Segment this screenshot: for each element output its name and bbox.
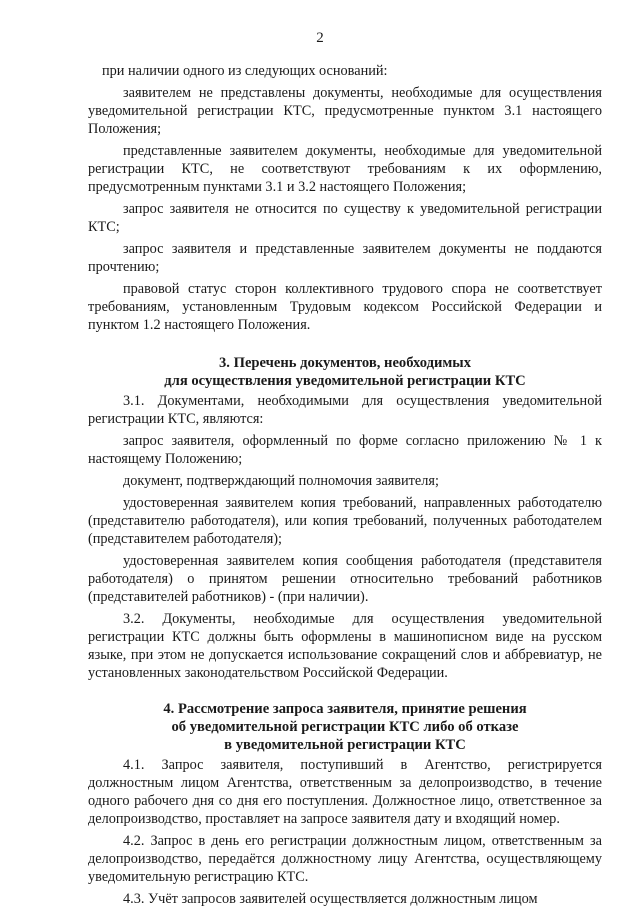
section-3-paragraph: запрос заявителя, оформленный по форме согласно приложению № 1 к настоящему Положению; (88, 433, 602, 467)
section-3-heading-line-2: для осуществления уведомительной регистрации КТС (164, 373, 526, 389)
section-3-heading-line-1: 3. Перечень документов, необходимых (219, 355, 471, 371)
section-3-paragraph: 3.2. Документы, необходимые для осуществления уведомительной регистрации КТС должны быть оформлены в машинописном виде на русском языке, при этом не допускается использование сокращений слов и аббревиатур, не установленных законодательством Российской Федерации. (88, 611, 602, 681)
section-3-paragraph: 3.1. Документами, необходимыми для осуществления уведомительной регистрации КТС, являются: (88, 393, 602, 427)
intro-line: при наличии одного из следующих оснований: (102, 63, 388, 79)
ground-item: заявителем не представлены документы, необходимые для осуществления уведомительной регистрации КТС, предусмотренные пунктом 3.1 настоящего Положения; (88, 85, 602, 137)
section-3-paragraph: удостоверенная заявителем копия сообщения работодателя (представителя работодателя) о принятом решении относительно требований работников (представителей работников) - (при наличии). (88, 553, 602, 605)
ground-item: представленные заявителем документы, необходимые для уведомительной регистрации КТС, не соответствуют требованиям к их оформлению, предусмотренным пунктами 3.1 и 3.2 настоящего Положения; (88, 143, 602, 195)
section-4-heading-line-2: об уведомительной регистрации КТС либо об отказе (171, 719, 519, 735)
document-body (88, 62, 602, 912)
section-4-paragraph: 4.2. Запрос в день его регистрации должностным лицом, ответственным за делопроизводство, передаётся должностному лицу Агентства, осуществляющему уведомительную регистрацию КТС. (88, 833, 602, 885)
ground-item: запрос заявителя и представленные заявителем документы не поддаются прочтению; (88, 241, 602, 275)
section-4-heading-line-3: в уведомительной регистрации КТС (224, 737, 466, 753)
section-3-paragraph: документ, подтверждающий полномочия заявителя; (123, 473, 439, 489)
section-3-paragraph: удостоверенная заявителем копия требований, направленных работодателю (представителю работодателя), или копия требований, полученных работодателем (представителем работодателя); (88, 495, 602, 547)
section-4-heading (88, 700, 602, 754)
section-4-heading-line-1: 4. Рассмотрение запроса заявителя, принятие решения (163, 701, 527, 717)
section-3-heading (88, 354, 602, 390)
ground-item: правовой статус сторон коллективного трудового спора не соответствует требованиям, установленным Трудовым кодексом Российской Федерации и пунктом 1.2 настоящего Положения. (88, 281, 602, 333)
page-number: 2 (316, 30, 324, 46)
section-4-paragraph: 4.3. Учёт запросов заявителей осуществляется должностным лицом (123, 891, 538, 907)
ground-item: запрос заявителя не относится по существу к уведомительной регистрации КТС; (88, 201, 602, 235)
section-4-paragraph: 4.1. Запрос заявителя, поступивший в Агентство, регистрируется должностным лицом Агентства, ответственным за делопроизводство, в течение одного рабочего дня со дня его поступления. Должностное лицо, ответственное за делопроизводство, проставляет на запросе заявителя дату и входящий номер. (88, 757, 602, 827)
